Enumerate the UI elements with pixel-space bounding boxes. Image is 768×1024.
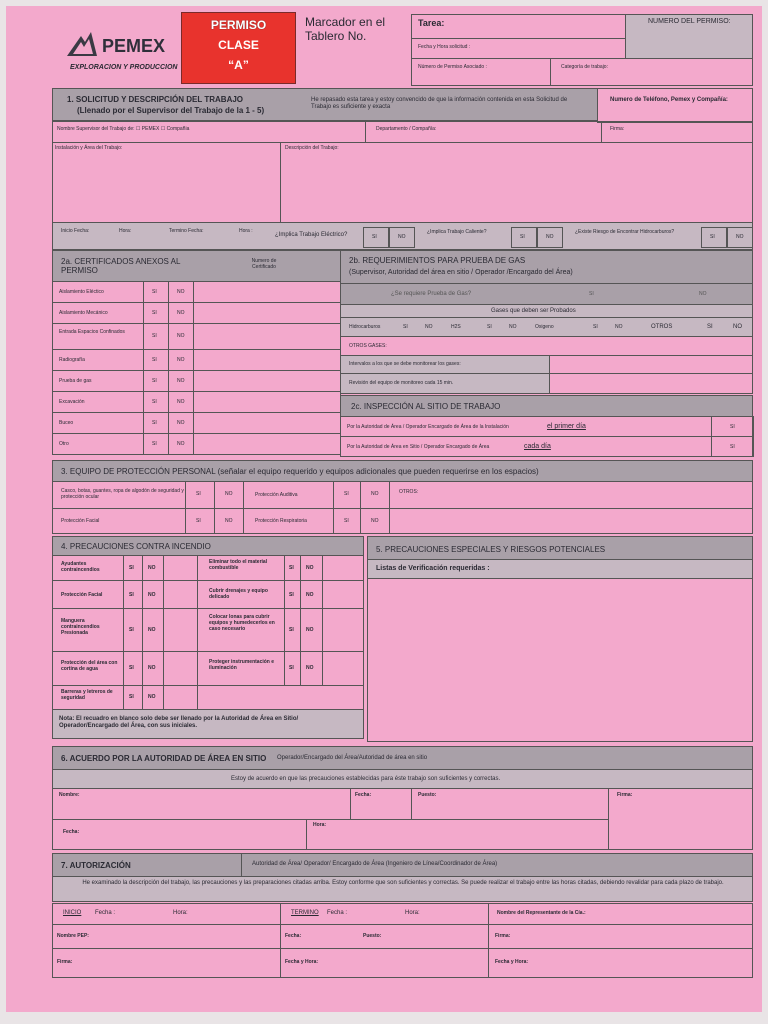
s7-pep-name-field[interactable] (52, 924, 281, 949)
s5-header (367, 536, 753, 560)
start-time-label: Hora: (119, 228, 132, 234)
cert-si-box[interactable] (143, 281, 169, 303)
fire-item: Ayudantes contraincendios (61, 561, 100, 573)
ppe-no: NO (371, 518, 379, 524)
s7-pep-name-label: Nombre PEP: (57, 933, 89, 939)
s4-note: Nota: El recuadro en blanco solo debe ser llenado por la Autoridad de Área en Sitio/ Operador/Encargado del Área, con sus iniciales. (59, 716, 299, 729)
hydrocarbon-no-box[interactable] (727, 227, 753, 248)
permit-title-line-2: CLASE (218, 38, 259, 52)
fire-item: Protección del área con cortina de agua (61, 660, 118, 672)
each-day-prefix: Por la Autoridad de Área en Sitio / Operador Encargado de Área (347, 444, 490, 450)
fire-initials-box[interactable] (163, 555, 198, 581)
fire-no-box[interactable] (142, 608, 164, 652)
ppe-no: NO (225, 491, 233, 497)
s6-agreement: Estoy de acuerdo en que las precauciones establecidas para éste trabajo son suficientes y correctas. (231, 776, 501, 782)
fire-si-box[interactable] (123, 580, 143, 609)
s7-statement-row (52, 876, 753, 902)
each-day-si-box[interactable] (711, 436, 754, 457)
monitor-review-label: Revisión del equipo de monitoreo cada 15 min. (349, 380, 454, 386)
cert-no-box[interactable] (168, 323, 194, 350)
permit-class-box (181, 12, 296, 84)
s7-datetime-label: Fecha y Hora: (285, 959, 319, 965)
fire-item: Colocar lonas para cubrir equipos y humedecerlos en caso necesario (209, 614, 275, 632)
s7-start-label: INICIO (63, 910, 82, 916)
cert-si-box[interactable] (143, 433, 169, 455)
fire-no: NO (306, 627, 314, 633)
cert-row-label: Aislamiento Eléctico (59, 289, 104, 295)
cert-si-box[interactable] (143, 302, 169, 324)
gas-no[interactable]: NO (615, 324, 623, 330)
work-description-label: Descripción del Trabajo: (285, 145, 339, 151)
s7-subtitle: Autoridad de Área/ Operador/ Encargado de Área (Ingeniero de Línea/Coordinador de Área) (252, 861, 498, 867)
s1-subtitle: (Llenado por el Supervisor del Trabajo de la 1 - 5) (77, 106, 265, 115)
fire-si: SI (289, 627, 294, 633)
s1-header (52, 88, 598, 121)
fire-initials-box[interactable] (163, 651, 198, 686)
phone-field[interactable] (597, 88, 753, 123)
ppe-no-box[interactable] (360, 481, 390, 509)
hydrocarbon-si: SI (710, 234, 715, 240)
cert-si-box[interactable] (143, 323, 169, 350)
s7-signature2-label: Firma: (57, 959, 73, 965)
s3-title: 3. EQUIPO DE PROTECCIÓN PERSONAL (señalar el equipo requerido y equipos adicionales que pueden requerirse en los espacios) (61, 467, 539, 476)
cert-row-label: Entrada Espacios Confinados (59, 329, 125, 335)
cert-no-box[interactable] (168, 412, 194, 434)
electrical-no: NO (398, 234, 406, 240)
cert-si-box[interactable] (143, 349, 169, 371)
s5-checklist-label: Listas de Verificación requeridas : (376, 565, 490, 572)
s1-dates-row (52, 222, 753, 250)
electrical-si-box[interactable] (363, 227, 389, 248)
s1-review-note: He repasado esta tarea y estoy convencido de que la información contenida en esta Solicitud de Trabajo es suficiente y exacta (311, 97, 568, 110)
ppe-si-box[interactable] (185, 481, 215, 509)
gases-row (340, 317, 753, 337)
fire-no: NO (306, 592, 314, 598)
permit-title-line-3: “A” (228, 58, 249, 72)
s7-end-label: TERMINO (291, 910, 319, 916)
cert-row (52, 433, 341, 455)
s6-date2-label: Fecha: (63, 829, 80, 835)
s2a-title: 2a. CERTIFICADOS ANEXOS AL PERMISO (61, 257, 181, 276)
fire-si-box[interactable] (284, 580, 301, 609)
electrical-no-box[interactable] (389, 227, 415, 248)
intervals-label-box (340, 355, 550, 374)
first-day-prefix: Por la Autoridad de Área / Operador Encargado de Área de la Instalación (347, 424, 509, 430)
permit-title-line-1: PERMISO (210, 18, 267, 32)
s7-signature-field[interactable] (488, 924, 753, 949)
other-gases-label: OTROS GASES: (349, 343, 387, 349)
s5-notes-area[interactable] (368, 579, 752, 741)
permit-form (6, 6, 762, 1012)
cert-no: NO (177, 441, 185, 447)
end-date-label: Termino Fecha: (169, 228, 204, 234)
fire-no: NO (148, 665, 156, 671)
cert-no-box[interactable] (168, 370, 194, 392)
fire-item: Eliminar todo el material combustible (209, 559, 268, 571)
ppe-si-box[interactable] (333, 508, 361, 534)
supervisor-label: Nombre Supervisor del Trabajo de: ☐ PEMEX ☐ Compañia (57, 126, 190, 132)
cert-row (52, 391, 341, 413)
ppe-si: SI (344, 518, 349, 524)
cert-number-label: Numero de Certificado (251, 258, 277, 270)
work-category-field[interactable] (550, 58, 753, 86)
work-category-label: Categoría de trabajo: (561, 64, 608, 70)
s7-date-field[interactable] (280, 924, 489, 949)
s7-end-time-label: Hora: (405, 910, 420, 916)
ppe-item: Casco, botas, guantes, ropa de algodón de seguridad y protección ocular (61, 488, 184, 500)
fire-no-box[interactable] (142, 685, 164, 710)
fire-no: NO (148, 592, 156, 598)
division-text: EXPLORACION Y PRODUCCION (70, 64, 178, 71)
s2c-title: 2c. INSPECCIÓN AL SITIO DE TRABAJO (351, 402, 501, 411)
hydrocarbon-no: NO (736, 234, 744, 240)
cert-row (52, 370, 341, 392)
s6-position-field[interactable] (411, 788, 609, 820)
cert-no: NO (177, 399, 185, 405)
gas-no[interactable]: NO (733, 324, 742, 330)
marker-label: Marcador en el Tablero No. (305, 15, 386, 43)
permit-number-label: NUMERO DEL PERMISO: (648, 18, 731, 25)
intervals-field[interactable] (340, 355, 753, 374)
fire-si: SI (129, 627, 134, 633)
fire-no-box[interactable] (142, 651, 164, 686)
cert-row-label: Excavación (59, 399, 85, 405)
fire-si: SI (289, 565, 294, 571)
s2c-header (340, 395, 753, 417)
fire-no: NO (148, 565, 156, 571)
permit-number-field[interactable] (625, 14, 753, 59)
work-area-field[interactable] (52, 142, 281, 223)
first-day-si: SI (730, 424, 735, 430)
fire-row (52, 651, 364, 686)
cert-si: SI (152, 378, 157, 384)
cert-row-label: Buceo (59, 420, 74, 426)
fire-si-box[interactable] (123, 555, 143, 581)
cert-no: NO (177, 310, 185, 316)
s7-statement: He examinado la descripción del trabajo, las precauciones y las preparaciones citadas arriba. Estoy conforme que son suficientes y correctas. Se puede realizar el trabajo entre las horas citadas, debiendo revalidar para cada plazo de trabajo. (82, 880, 724, 886)
s7-datetime2-field[interactable] (488, 948, 753, 978)
fire-initials-box[interactable] (163, 685, 198, 710)
s4-title: 4. PRECAUCIONES CONTRA INCENDIO (61, 542, 211, 551)
fire-si: SI (289, 665, 294, 671)
other-gases-field[interactable] (340, 336, 753, 356)
ppe-si-box[interactable] (185, 508, 215, 534)
hot-work-si: SI (520, 234, 525, 240)
s6-time-field[interactable] (306, 819, 609, 850)
gas-name: H2S (451, 324, 461, 330)
s7-signature-label: Firma: (495, 933, 511, 939)
cert-si: SI (152, 333, 157, 339)
work-area-label: Instalación y Área del Trabajo: (55, 145, 123, 151)
cert-si-box[interactable] (143, 370, 169, 392)
s4-note-box (52, 709, 364, 739)
s6-signature-field[interactable] (608, 788, 753, 850)
fire-no-box[interactable] (300, 580, 323, 609)
s3-header (52, 460, 753, 482)
s7-start-field[interactable] (52, 903, 281, 925)
s7-start-date-label: Fecha : (95, 910, 116, 916)
monitor-review-field[interactable] (340, 373, 753, 394)
s6-name-label: Nombre: (59, 792, 80, 798)
s6-date-label: Fecha: (355, 792, 372, 798)
s2a-header (52, 250, 341, 282)
s7-start-time-label: Hora: (173, 910, 188, 916)
fire-si: SI (129, 665, 134, 671)
supervisor-field[interactable] (52, 121, 366, 143)
cert-no: NO (177, 333, 185, 339)
s6-name-field[interactable] (52, 788, 351, 820)
phone-label: Numero de Teléfono, Pemex y Compañía: (610, 97, 728, 103)
hot-work-no-box[interactable] (537, 227, 563, 248)
gas-name: Hidrocarburos (349, 324, 381, 330)
ppe-no-box[interactable] (360, 508, 390, 534)
cert-no-box[interactable] (168, 302, 194, 324)
hot-work-question: ¿Implica Trabajo Caliente? (427, 229, 487, 235)
fire-item: Barreras y letreros de seguridad (61, 689, 113, 701)
associated-permit-label: Número de Permiso Asociado : (418, 64, 487, 70)
s4-header (52, 536, 364, 556)
s2b-header (340, 250, 753, 284)
fire-no-box[interactable] (300, 555, 323, 581)
each-day-si: SI (730, 444, 735, 450)
fire-no-box[interactable] (142, 555, 164, 581)
ppe-si-box[interactable] (333, 481, 361, 509)
task-field[interactable] (411, 14, 626, 39)
s7-contractor-rep-field[interactable] (488, 903, 753, 925)
fire-initials-box[interactable] (163, 580, 198, 609)
s6-date-field[interactable] (350, 788, 412, 820)
fire-si-box[interactable] (284, 555, 301, 581)
s6-time-label: Hora: (313, 822, 327, 828)
first-day-row (340, 416, 753, 437)
cert-row (52, 302, 341, 324)
cert-row (52, 412, 341, 434)
cert-no: NO (177, 420, 185, 426)
fire-no-box[interactable] (142, 580, 164, 609)
fire-row (52, 608, 364, 652)
s6-agreement-row (52, 769, 753, 789)
fire-no: NO (148, 694, 156, 700)
fire-item: Cubrir drenajes y equipo delicado (209, 588, 268, 600)
cert-no: NO (177, 378, 185, 384)
intervals-label: Intervalos a los que se debe monitorear los gases: (349, 361, 461, 367)
fire-si: SI (289, 592, 294, 598)
cert-si: SI (152, 399, 157, 405)
gas-si[interactable]: SI (707, 324, 713, 330)
hot-work-si-box[interactable] (511, 227, 537, 248)
fire-no-box[interactable] (300, 608, 323, 652)
s2b-subtitle: (Supervisor, Autoridad del área en sitio / Operador /Encargado del Área) (349, 269, 573, 276)
ppe-no-box[interactable] (214, 508, 244, 534)
s5-title: 5. PRECAUCIONES ESPECIALES Y RIESGOS POTENCIALES (376, 545, 606, 554)
gas-no[interactable]: NO (509, 324, 517, 330)
fire-no: NO (148, 627, 156, 633)
each-day-row (340, 436, 753, 457)
task-label: Tarea: (418, 18, 445, 28)
cert-row-label: Prueba de gas (59, 378, 92, 384)
s5-checklist-row (367, 559, 753, 579)
fire-si-box[interactable] (284, 608, 301, 652)
gas-no[interactable]: NO (425, 324, 433, 330)
s7-datetime-field[interactable] (280, 948, 489, 978)
s6-date2-field[interactable] (52, 819, 307, 850)
s2b-title: 2b. REQUERIMIENTOS PARA PRUEBA DE GAS (349, 256, 526, 265)
cert-no-box[interactable] (168, 281, 194, 303)
gas-test-no[interactable]: NO (699, 291, 707, 297)
s5-panel (367, 536, 753, 742)
fire-item: Proteger instrumentación e iluminación (209, 659, 275, 671)
cert-row (52, 349, 341, 371)
s6-subtitle: Operador/Encargado del Área/Autoridad de área en sitio (277, 755, 428, 761)
ppe-si: SI (344, 491, 349, 497)
electrical-question: ¿Implica Trabajo Eléctrico? (275, 232, 348, 238)
logo-box (50, 12, 181, 88)
s1-signature-field[interactable] (601, 121, 753, 143)
request-date-label: Fecha y Hora solicitud : (418, 44, 471, 50)
s6-title: 6. ACUERDO POR LA AUTORIDAD DE ÁREA EN SITIO (61, 754, 267, 763)
fire-item: Manguera contraincendios Presionada (61, 618, 100, 636)
ppe-no-box[interactable] (214, 481, 244, 509)
fire-no: NO (306, 665, 314, 671)
ppe-si: SI (196, 491, 201, 497)
s7-end-date-label: Fecha : (327, 910, 348, 916)
gas-name: OTROS (651, 324, 673, 330)
cert-no-box[interactable] (168, 349, 194, 371)
department-label: Departamento / Compañía: (376, 126, 437, 132)
ppe-row-1 (52, 481, 753, 509)
cert-row-label: Radiografía (59, 357, 85, 363)
fire-si: SI (129, 592, 134, 598)
cert-row-label: Otro (59, 441, 69, 447)
each-day-emph: cada día (524, 443, 551, 450)
fire-no: NO (306, 565, 314, 571)
fire-row (52, 555, 364, 581)
gas-si[interactable]: SI (593, 324, 598, 330)
s7-datetime2-label: Fecha y Hora: (495, 959, 529, 965)
cert-no: NO (177, 357, 185, 363)
s7-signature2-field[interactable] (52, 948, 281, 978)
s7-position-label: Puesto: (363, 933, 382, 939)
cert-si: SI (152, 420, 157, 426)
cert-si: SI (152, 289, 157, 295)
fire-item: Protección Facial (61, 592, 103, 598)
gas-test-question: ¿Se requiere Prueba de Gas? (391, 291, 472, 297)
first-day-si-box[interactable] (711, 416, 754, 437)
cert-si: SI (152, 357, 157, 363)
fire-si: SI (129, 565, 134, 571)
electrical-si: SI (372, 234, 377, 240)
monitor-review-label-box (340, 373, 550, 394)
ppe-item: Protección Facial (61, 518, 100, 524)
cert-no: NO (177, 289, 185, 295)
s1-title: 1. SOLICITUD Y DESCRIPCIÓN DEL TRABAJO (67, 95, 244, 104)
cert-no-box[interactable] (168, 433, 194, 455)
s7-header (52, 853, 753, 877)
fire-si-box[interactable] (284, 651, 301, 686)
fire-no-box[interactable] (300, 651, 323, 686)
gas-name: Oxigeno (535, 324, 554, 330)
start-date-label: Inicio Fecha: (61, 228, 90, 234)
hot-work-no: NO (546, 234, 554, 240)
cert-si: SI (152, 441, 157, 447)
gas-si[interactable]: SI (403, 324, 408, 330)
gas-test-row (340, 283, 753, 305)
fire-si-box[interactable] (123, 685, 143, 710)
ppe-others-label: OTROS: (399, 489, 419, 495)
fire-row (52, 685, 364, 710)
ppe-item: Protección Respiratoria (255, 518, 307, 524)
s6-position-label: Puesto: (418, 792, 437, 798)
s1-signature-label: Firma: (610, 126, 625, 132)
gas-si[interactable]: SI (487, 324, 492, 330)
request-date-field[interactable] (411, 38, 626, 59)
fire-si: SI (129, 694, 134, 700)
hydrocarbon-si-box[interactable] (701, 227, 727, 248)
s6-signature-label: Firma: (617, 792, 633, 798)
gases-label: Gases que deben ser Probados (491, 308, 576, 314)
gases-label-row (340, 304, 753, 318)
cert-row-label: Aislamiento Mecánico (59, 310, 108, 316)
cert-no-box[interactable] (168, 391, 194, 413)
s7-contractor-rep-label: Nombre del Representante de la Cía.: (497, 910, 586, 916)
fire-si-box[interactable] (123, 651, 143, 686)
ppe-no: NO (225, 518, 233, 524)
department-field[interactable] (365, 121, 602, 143)
end-time-label: Hora : (239, 228, 253, 234)
ppe-item: Protección Auditiva (255, 492, 298, 498)
s7-date-label: Fecha: (285, 933, 302, 939)
ppe-row-2 (52, 508, 753, 534)
s7-title: 7. AUTORIZACIÓN (61, 861, 131, 870)
cert-row (52, 323, 341, 350)
cert-si: SI (152, 310, 157, 316)
associated-permit-field[interactable] (411, 58, 551, 86)
gas-test-si[interactable]: SI (589, 291, 594, 297)
ppe-no: NO (371, 491, 379, 497)
fire-row (52, 580, 364, 609)
fire-initials-box[interactable] (163, 608, 198, 652)
hydrocarbon-question: ¿Existe Riesgo de Encontrar Hidrocarburos? (575, 229, 675, 235)
work-description-field[interactable] (280, 142, 753, 223)
fire-si-box[interactable] (123, 608, 143, 652)
cert-si-box[interactable] (143, 412, 169, 434)
cert-row (52, 281, 341, 303)
logo-text: PEMEX (102, 36, 166, 56)
ppe-si: SI (196, 518, 201, 524)
s6-header (52, 746, 753, 770)
pemex-eagle-icon (65, 30, 99, 58)
s7-end-field[interactable] (280, 903, 489, 925)
first-day-emph: el primer día (547, 423, 586, 430)
cert-si-box[interactable] (143, 391, 169, 413)
s7-subtitle-box (241, 853, 754, 877)
